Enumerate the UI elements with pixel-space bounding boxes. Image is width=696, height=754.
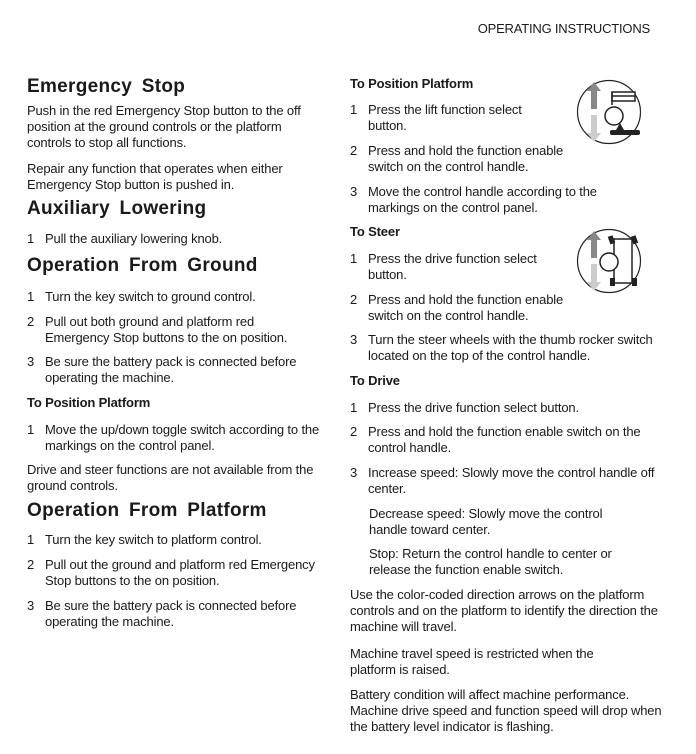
item-text: Be sure the battery pack is connected before operating the machine. xyxy=(45,354,297,385)
item-number: 1 xyxy=(350,251,358,266)
item-number: 1 xyxy=(350,102,358,117)
heading-operation-from-ground: Operation From Ground xyxy=(27,255,258,276)
heading-emergency-stop: Emergency Stop xyxy=(27,76,186,97)
list-item xyxy=(350,465,670,497)
item-number: 3 xyxy=(27,598,35,613)
drive-function-icon xyxy=(576,228,642,294)
item-number: 2 xyxy=(27,557,35,572)
item-number: 1 xyxy=(27,289,35,304)
item-text: Be sure the battery pack is connected before operating the machine. xyxy=(45,598,297,629)
item-number: 3 xyxy=(350,184,358,199)
list-item xyxy=(350,184,630,216)
item-text: Press and hold the function enable switch on the control handle. xyxy=(368,143,564,174)
list-item xyxy=(350,400,670,416)
paragraph: Battery condition will affect machine performance. Machine drive speed and function speed will drop when the battery level indicator is flashing. xyxy=(350,687,662,734)
item-text: Press the lift function select button. xyxy=(368,102,522,133)
heading-auxiliary-lowering: Auxiliary Lowering xyxy=(27,198,207,219)
list-item xyxy=(27,422,332,454)
item-number: 3 xyxy=(27,354,35,369)
subheading-to-steer: To Steer xyxy=(350,224,400,239)
item-text: Increase speed: Slowly move the control handle off center. xyxy=(368,465,655,496)
item-text: Pull the auxiliary lowering knob. xyxy=(45,231,223,246)
item-number: 2 xyxy=(350,292,358,307)
subheading-to-position-platform: To Position Platform xyxy=(27,395,151,410)
list-item xyxy=(350,143,600,175)
heading-operation-from-platform: Operation From Platform xyxy=(27,500,267,521)
item-text: Turn the key switch to ground control. xyxy=(45,289,256,304)
item-number: 3 xyxy=(350,465,358,480)
item-text: Press the drive function select button. xyxy=(368,400,579,415)
list-item xyxy=(27,598,332,630)
list-item xyxy=(27,314,297,346)
item-number: 2 xyxy=(350,143,358,158)
subheading-to-drive: To Drive xyxy=(350,373,400,388)
subheading-to-position-platform: To Position Platform xyxy=(350,76,474,91)
item-number: 3 xyxy=(350,332,358,347)
item-text: Press and hold the function enable switch on the control handle. xyxy=(368,292,564,323)
list-item xyxy=(350,292,600,324)
list-item xyxy=(27,289,327,305)
item-text: Press the drive function select button. xyxy=(368,251,537,282)
list-item xyxy=(350,102,555,134)
item-number: 1 xyxy=(27,231,35,246)
list-item xyxy=(350,251,555,283)
item-text: Move the up/down toggle switch according to the markings on the control panel. xyxy=(45,422,320,453)
item-number: 1 xyxy=(27,422,35,437)
item-text: Pull out both ground and platform red Emergency Stop buttons to the on position. xyxy=(45,314,288,345)
list-item xyxy=(27,532,327,548)
list-item xyxy=(27,231,327,247)
paragraph: Use the color-coded direction arrows on the platform controls and on the platform to identify the direction the machine will travel. xyxy=(350,587,658,634)
item-text: Press and hold the function enable switch on the control handle. xyxy=(368,424,641,455)
list-item xyxy=(27,354,332,386)
list-item xyxy=(350,424,675,456)
item-text: Pull out the ground and platform red Emergency Stop buttons to the on position. xyxy=(45,557,315,588)
page-header: OPERATING INSTRUCTIONS xyxy=(477,21,650,36)
list-item xyxy=(350,332,660,364)
paragraph: Drive and steer functions are not available from the ground controls. xyxy=(27,462,314,493)
item-number: 1 xyxy=(350,400,358,415)
paragraph: Stop: Return the control handle to center or release the function enable switch. xyxy=(369,546,612,577)
paragraph: Decrease speed: Slowly move the control handle toward center. xyxy=(369,506,603,537)
paragraph: Machine travel speed is restricted when the platform is raised. xyxy=(350,646,594,677)
paragraph: Push in the red Emergency Stop button to the off position at the ground controls or the platform controls to stop all functions. xyxy=(27,103,301,150)
item-number: 1 xyxy=(27,532,35,547)
item-text: Turn the key switch to platform control. xyxy=(45,532,262,547)
item-text: Turn the steer wheels with the thumb rocker switch located on the top of the control handle. xyxy=(368,332,653,363)
item-number: 2 xyxy=(350,424,358,439)
list-item xyxy=(27,557,337,589)
paragraph: Repair any function that operates when either Emergency Stop button is pushed in. xyxy=(27,161,283,192)
item-number: 2 xyxy=(27,314,35,329)
lift-function-icon xyxy=(576,79,642,145)
item-text: Move the control handle according to the markings on the control panel. xyxy=(368,184,597,215)
